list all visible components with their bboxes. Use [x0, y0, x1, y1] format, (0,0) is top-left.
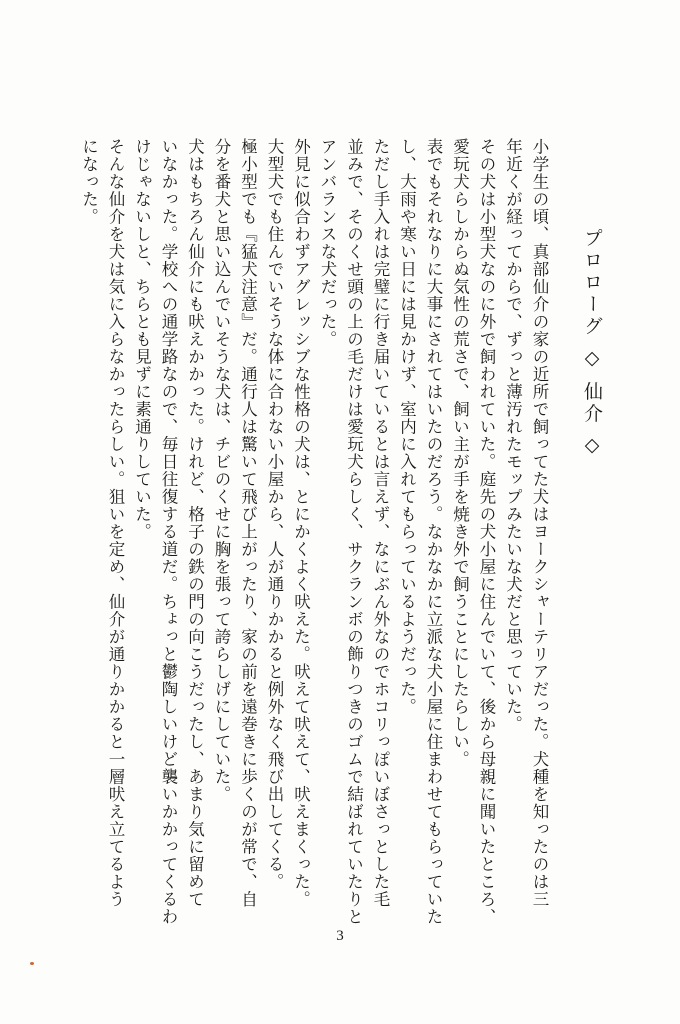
chapter-title: プロローグ ◇ 仙介 ◇	[581, 228, 603, 460]
text-line: 愛玩犬らしからぬ気性の荒さで、飼い主が手を焼き外で飼うことにしたらしい。	[450, 138, 470, 768]
text-line: 表でもそれなりに大事にされてはいたのだろう。なかなかに立派な犬小屋に住まわせてもらっていた	[424, 138, 443, 926]
text-line: 並みで、そのくせ頭の上の毛だけは愛玩犬らしく、サクランボの飾りつきのゴムで結ばれていたりと	[344, 138, 364, 926]
text-line: 年近くが経ってからで、ずっと薄汚れたモップみたいな犬だと思っていた。	[503, 138, 523, 733]
text-line: 極小型でも『猛犬注意』だ。通行人は驚いて飛び上がったり、家の前を遠巻きに歩くのが常で、自	[238, 138, 258, 908]
text-line: その犬は小型犬なのに外で飼われていた。庭先の犬小屋に住んでいて、後から母親に聞いたところ、	[477, 138, 496, 926]
text-line: 大型犬でも住んでいそうな体に合わない小屋から、人が通りかかると例外なく飛び出してくる。	[265, 138, 284, 891]
text-line: 外見に似合わずアグレッシブな性格の犬は、とにかくよく吠えた。吠えて吠えて、吠えまくった。	[291, 138, 311, 908]
text-line: アンバランスな犬だった。	[318, 138, 337, 348]
text-line: けじゃないしと、ちらとも見ずに素通りしていた。	[132, 138, 152, 541]
text-line: 分を番犬と思い込んでいそうな犬は、チビのくせに胸を張って誇らしげにしていた。	[212, 138, 231, 803]
text-line: そんな仙介を犬は気に入らなかったらしい。狙いを定め、仙介が通りかかると一層吠え立てるよう	[106, 138, 125, 908]
page-number: 3	[336, 928, 344, 944]
text-line: 犬はもちろん仙介にも吠えかかった。けれど、格子の鉄の門の向こうだったし、あまり気に留めて	[185, 138, 205, 908]
paper-speck	[30, 962, 34, 965]
text-line: し、大雨や寒い日には見かけず、室内に入れてもらっているようだった。	[397, 138, 417, 716]
text-line: いなかった。学校への通学路なので、毎日往復する道だ。ちょっと鬱陶しいけど襲いかかってくるわ	[159, 138, 178, 926]
text-line: になった。	[79, 138, 99, 226]
body-text	[75, 138, 552, 926]
text-line: ただし手入れは完璧に行き届いているとは言えず、なにぶん外なのでホコリっぽいぼさっとした毛	[371, 138, 390, 908]
text-line: 小学生の頃、真部仙介の家の近所で飼ってた犬はヨークシャーテリアだった。犬種を知ったのは三	[530, 138, 549, 908]
